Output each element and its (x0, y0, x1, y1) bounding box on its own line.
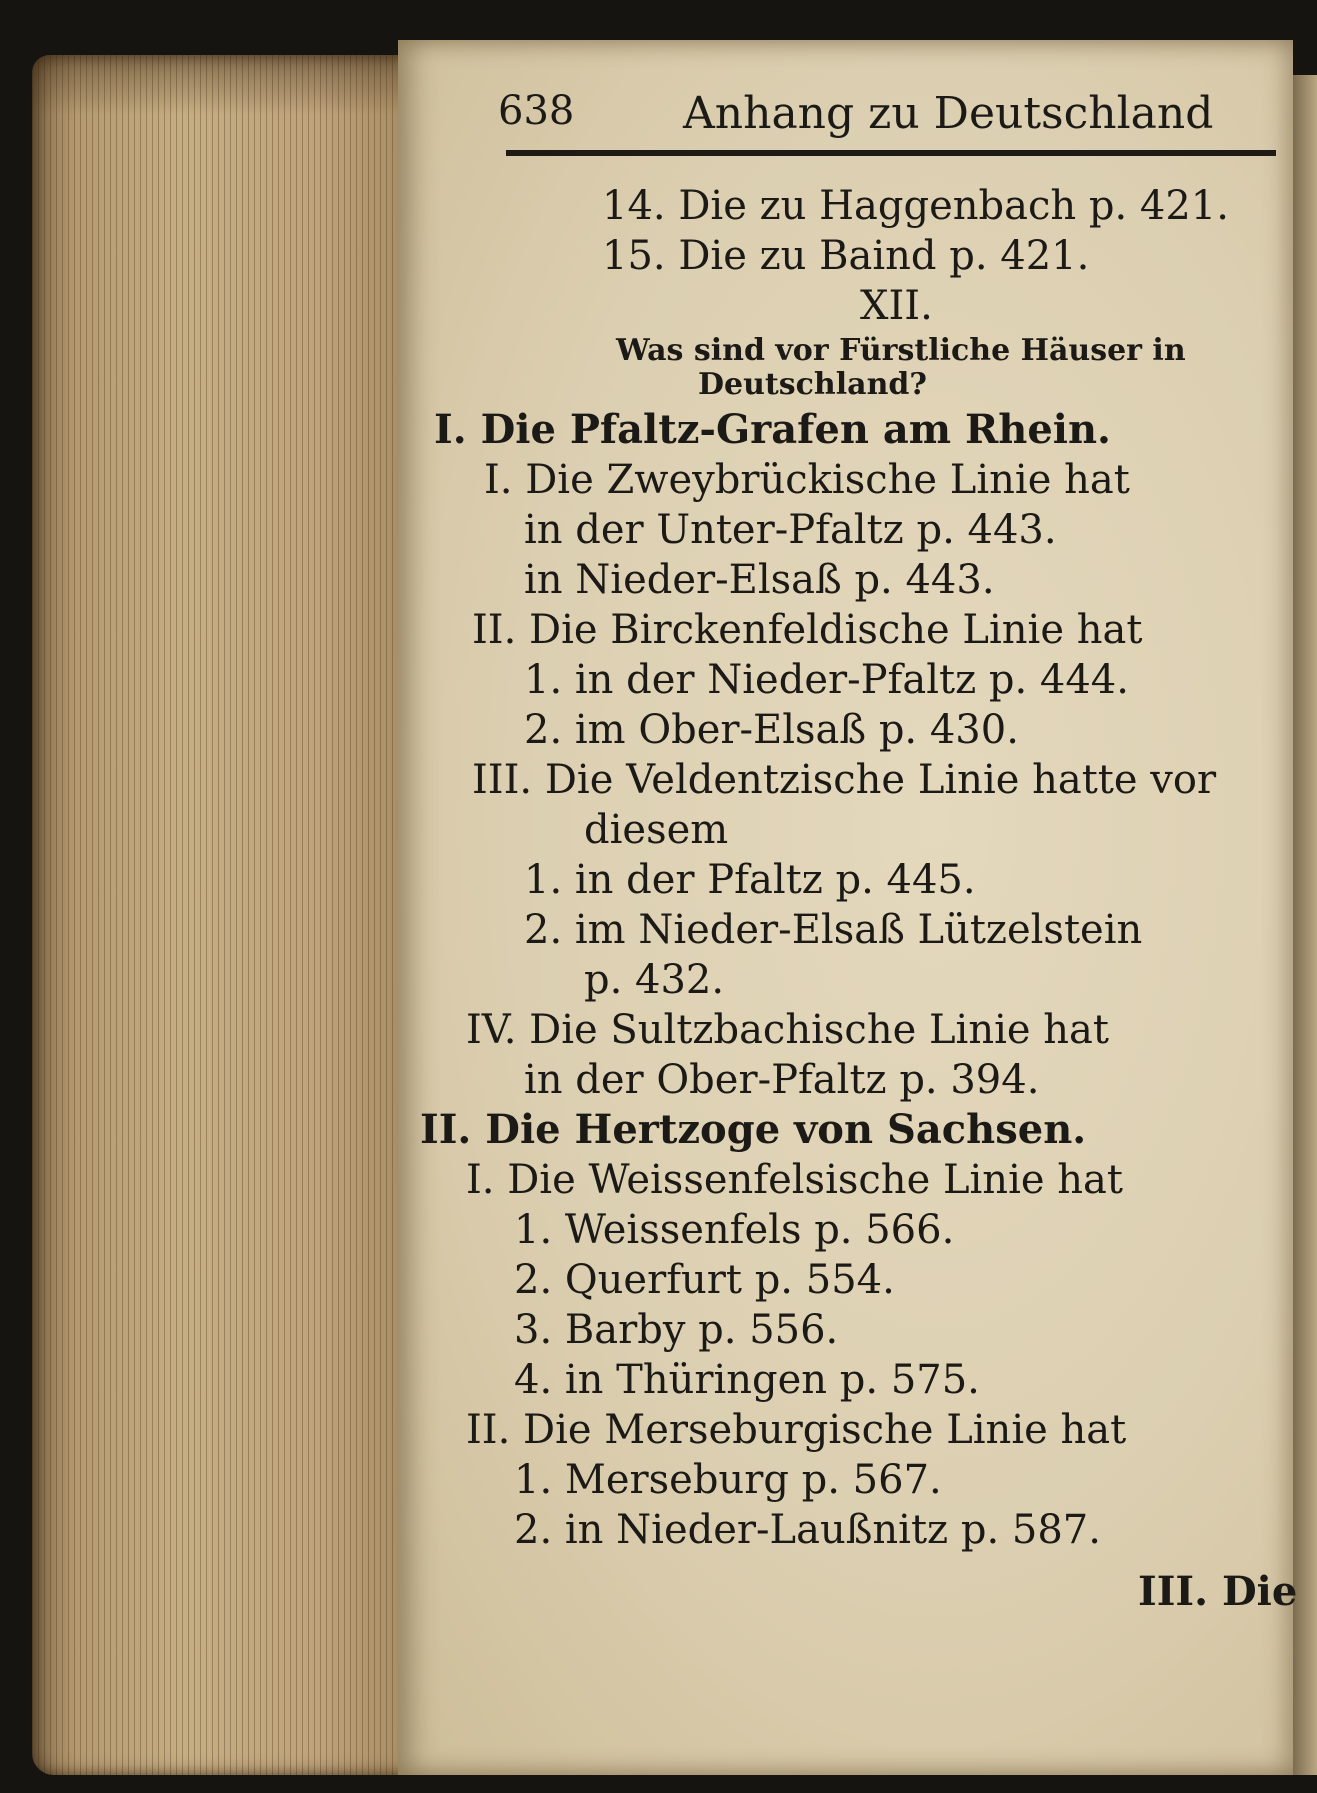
catchword: III. Die (1138, 1568, 1298, 1615)
page-number: 638 (498, 88, 575, 134)
text-line: 1. in der Nieder-Pfaltz p. 444. (524, 657, 1129, 703)
text-line: I. Die Weissenfelsische Linie hat (466, 1157, 1123, 1203)
text-line: III. Die Veldentzische Linie hatte vor (472, 757, 1217, 803)
text-line: 14. Die zu Haggenbach p. 421. (602, 183, 1229, 229)
text-line: 2. in Nieder-Laußnitz p. 587. (514, 1507, 1101, 1553)
text-line: in Nieder-Elsaß p. 443. (524, 557, 995, 603)
text-line: 2. Querfurt p. 554. (514, 1257, 895, 1303)
text-line: 1. in der Pfaltz p. 445. (524, 857, 976, 903)
running-title: Anhang zu Deutschland (683, 88, 1214, 139)
text-line: 2. im Ober-Elsaß p. 430. (524, 707, 1019, 753)
text-line: 1. Merseburg p. 567. (514, 1457, 942, 1503)
text-line: I. Die Zweybrückische Linie hat (484, 457, 1130, 503)
text-line: in der Ober-Pfaltz p. 394. (524, 1057, 1040, 1103)
running-head (498, 88, 1269, 148)
header-rule (506, 150, 1276, 156)
text-line: p. 432. (584, 957, 725, 1003)
section-number: XII. (860, 283, 933, 329)
text-line: 2. im Nieder-Elsaß Lützelstein (524, 907, 1143, 953)
page-edges (32, 55, 412, 1775)
text-line: II. Die Birckenfeldische Linie hat (472, 607, 1143, 653)
text-line: 3. Barby p. 556. (514, 1307, 839, 1353)
text-line: in der Unter-Pfaltz p. 443. (524, 507, 1057, 553)
section-heading: Was sind vor Fürstliche Häuser in (616, 333, 1186, 368)
text-line: I. Die Pfaltz-Grafen am Rhein. (434, 406, 1111, 453)
text-line: II. Die Merseburgische Linie hat (466, 1407, 1127, 1453)
text-line: 4. in Thüringen p. 575. (514, 1357, 980, 1403)
text-line: II. Die Hertzoge von Sachsen. (420, 1106, 1087, 1153)
text-line: 15. Die zu Baind p. 421. (602, 233, 1090, 279)
book-page (398, 40, 1298, 1775)
section-heading: Deutschland? (698, 367, 927, 402)
text-line: 1. Weissenfels p. 566. (514, 1207, 955, 1253)
text-line: diesem (584, 807, 729, 853)
text-line: IV. Die Sultzbachische Linie hat (466, 1007, 1109, 1053)
